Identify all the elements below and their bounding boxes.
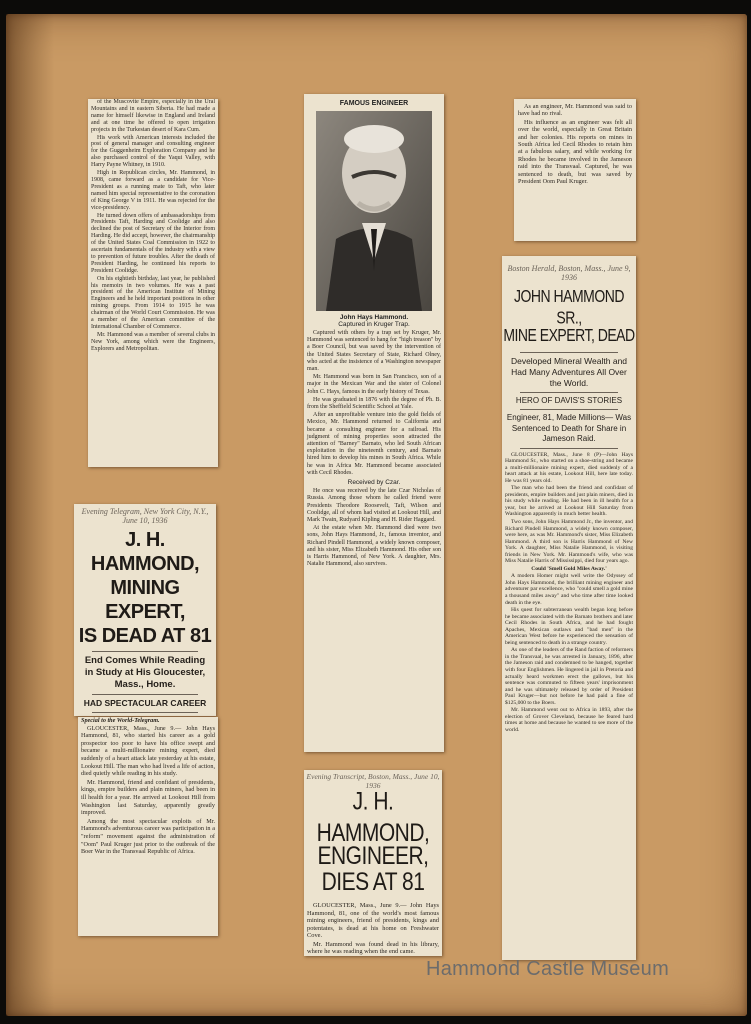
article-text: As an engineer, Mr. Hammond was said to have had no rival. His influence as an engineer was felt all over the world, especially in Great Britain and her colonies. His reports on mines in South Africa led Cecil Rhodes to retain him at a fabulous salary, and while working for Rhodes he became involved in the Jameson raid into the Transvaal. Captured, he was sentenced to death, but was saved by President Oom Paul Kruger.: [518, 103, 632, 186]
photo-caption-name: John Hays Hammond.: [339, 314, 409, 321]
museum-watermark: Hammond Castle Museum: [426, 958, 670, 980]
photo-caption-sub: Captured in Kruger Trap.: [338, 321, 410, 328]
article-text: of the Muscovite Empire, especially in the Ural Mountains and in eastern Siberia. He had made a name for himself likewise in England and Ireland and at one time he offered to open irrigation projects in the Turkestan desert of Kara Cum. His work with American interests included the post of general manager and consulting engineer for the Guggenheim Exploration Company and he also purchased control of the Yaqui Valley, with Harry Payne Whitney, in 1910. High in Republican circles, Mr. Hammond, in 1908, came forward as a candidate for Vice-President as a running mate to Taft, who later named him special representative to the coronation of King George V in 1911. He was rejected for the vice-presidency. He turned down offers of ambassadorships from Presidents Taft, Harding and Coolidge and also declined the post of Secretary of the Interior from Harding. He did accept, however, the chairmanship of the United States Coal Commission in 1922 to ascertain fundamentals of the industry with a view to prevention of future troubles. After the death of President Harding, he continued his reports to President Coolidge. On his eightieth birthday, last year, he published his memoirs in two volumes. He was a past president of the American Institute of Mining Engineers and he held important positions in other mining groups. From 1914 to 1915 he was chairman of the World Court Commission. He was a member of the American committee of the International Chamber of Commerce. Mr. Hammond was a member of several clubs in New York, among which were the Engineers, Explorers and Metropolitan.: [91, 99, 215, 352]
clipping-world-telegram-headline: [74, 504, 216, 716]
headline-line-2: ENGINEER,: [317, 842, 429, 871]
clipping-boston-herald: [502, 256, 636, 960]
divider: [520, 448, 618, 449]
article-text: GLOUCESTER, Mass., June 8 (P)—John Hays Hammond Sr., who started on a shoe-string and became a multi-millionaire mining expert, died suddenly of a heart attack at his estate, Lookout Hill, here late today. He was 81 years old. The man who had been the friend and confidant of presidents, empire builders and just plain miners, died in his study while reading. He had been in ill health for a year, but he arrived at Lookout Hill Saturday from Washington apparently in much better health. Two sons, John Hays Hammond Jr., the inventor, and Richard Pindell Hammond, a widely known composer, were here, as was Mr. Hammond's sister, Miss Elizabeth Hammond. A third son is Harris Hammond of New York. A daughter, Miss Natalie Hammond, is visiting friends in New York. Mr. Hammond's wife, who was Miss Natalie Harris of Mississippi, died four years ago. Could 'Smell Gold Miles Away.' A modern Homer might well write the Odyssey of John Hays Hammond, the brilliant mining engineer and adventurer par excellence, who "could smell a gold mine a thousand miles away" and who time after time looked death in the eye. His quest for subterranean wealth began long before he became associated with the Barnato brothers and later Cecil Rhodes in South Africa, and he had fought Apaches, Mexican outlaws and "bad men" in the American West before he experienced the sensation of being sentenced to death in a strange country. As one of the leaders of the Rand faction of reformers in the Transvaal, he was arrested in January, 1896, after the Jameson raid and condemned to be hanged, together with four Englishmen. He lingered in jail in Pretoria and actually heard workmen erect the gallows, but his sentence was commuted to fifteen years' imprisonment and he was ultimately released by order of President Paul Kruger—but not before he had paid a fine of $125,000 to the Boers. Mr. Hammond went out to Africa in 1893, after the election of Grover Cleveland, because he feared hard times at home and because he wanted to see more of the world.: [505, 451, 633, 733]
article-text: Captured with others by a trap set by Kruger, Mr. Hammond was sentenced to hang for "high treason" by a Boer Council, but was saved by the intervention of the United States Secretary of State, Richard Olney, who acted at the insistence of a Washington newspaper man. Mr. Hammond was born in San Francisco, son of a major in the Mexican War and the sister of Colonel John C. Hays, famous in the early history of Texas. He was graduated in 1876 with the degree of Ph. B. from the Sheffield Scientific School at Yale. After an unprofitable venture into the gold fields of Mexico, Mr. Hammond returned to California and became a consulting engineer for a railroad. His judgment of mining properties soon attracted the attention of "Barney" Barnato, who led South African exploitation in the nineteenth century, and Barnato hired him to develop his mines in South Africa. While he was in Africa Mr. Hammond became associated with Cecil Rhodes. Received by Czar. He once was received by the late Czar Nicholas of Russia. Among those whom he called friend were Presidents Theodore Roosevelt, Taft, Wilson and Coolidge, all of whom had visited at Lookout Hill, and Mark Twain, Rudyard Kipling and H. Rider Haggard. At the estate when Mr. Hammond died were two sons, John Hays Hammond, Jr., famous inventor, and Richard Pindell Hammond, a widely known composer, and his sister, Miss Elizabeth Hammond. His other son is Harris Hammond, of New York. A daughter, Mrs. Natalie Hammond, also survives.: [307, 330, 441, 568]
headline-line-2: MINING EXPERT,: [105, 577, 185, 623]
article-text: GLOUCESTER, Mass., June 9.— John Hays Hammond, 81, one of the world's most famous mining engineers, friend of presidents, kings and potentates, is dead at his home on Freshwater Cove. Mr. Hammond was found dead in his library, where he was reading when the end came.: [307, 902, 439, 955]
newspaper-dateline: Boston Herald, Boston, Mass., June 9, 1936: [507, 264, 631, 282]
section-heading: HERO OF DAVIS'S STORIES: [515, 396, 623, 405]
clipping-as-an-engineer: [514, 99, 636, 241]
article-text: Special to the World-Telegram. GLOUCESTER, Mass., June 9.— John Hays Hammond, 81, who started his career as a gold prospector too poor to have his office swept and became a multi-millionaire mining expert, died suddenly of a heart attack late yesterday at his estate, Lookout Hill. The man who had lived a life of action, died quietly while reading in his study. Mr. Hammond, friend and confidant of presidents, kings, empire builders and plain miners, had been in ill health for a year. He arrived at Lookout Hill from Washington last Saturday, apparently greatly improved. Among the most spectacular exploits of Mr. Hammond's adventurous career was participation in a "reform" movement against the administration of "Oom" Paul Kruger just prior to the outbreak of the Boer War in the Transvaal Republic of Africa.: [81, 717, 215, 856]
section-heading: Could 'Smell Gold Miles Away.': [531, 565, 607, 572]
clipping-career-continued: [88, 99, 218, 467]
byline: Special to the World-Telegram.: [81, 717, 160, 724]
headline-line-1: J. H. HAMMOND,: [90, 529, 200, 575]
clipping-famous-engineer: [304, 94, 444, 752]
headline-line-2: MINE EXPERT, DEAD: [503, 324, 635, 345]
scrapbook-page: [6, 14, 747, 1016]
headline-line-1: J. H. HAMMOND,: [316, 788, 430, 847]
divider: [92, 694, 198, 695]
newspaper-dateline: Evening Transcript, Boston, Mass., June 10, 1936: [306, 772, 440, 790]
clipping-engineer-dies: [304, 770, 442, 956]
divider: [520, 392, 618, 393]
section-heading: HAD SPECTACULAR CAREER: [83, 698, 207, 708]
subheadline: End Comes While Reading in Study at His Gloucester, Mass., Home.: [84, 655, 206, 690]
newspaper-dateline: Evening Telegram, New York City, N.Y., June 10, 1936: [81, 507, 209, 525]
section-heading: Received by Czar.: [347, 479, 401, 487]
divider: [520, 352, 618, 353]
subheadline-2: Engineer, 81, Made Millions— Was Sentenced to Death for Share in Jameson Raid.: [506, 413, 632, 443]
clipping-world-telegram-body: [78, 717, 218, 936]
headline-line-3: DIES AT 81: [321, 868, 425, 897]
kicker: FAMOUS ENGINEER: [339, 100, 409, 107]
subheadline: Developed Mineral Wealth and Had Many Adventures All Over the World.: [510, 356, 628, 388]
divider: [92, 712, 198, 713]
divider: [92, 651, 198, 652]
portrait-photo: [316, 111, 432, 311]
divider: [520, 409, 618, 410]
portrait-image: [316, 111, 432, 311]
headline-line-3: IS DEAD AT 81: [78, 625, 212, 647]
headline-line-1: JOHN HAMMOND SR.,: [514, 285, 624, 327]
